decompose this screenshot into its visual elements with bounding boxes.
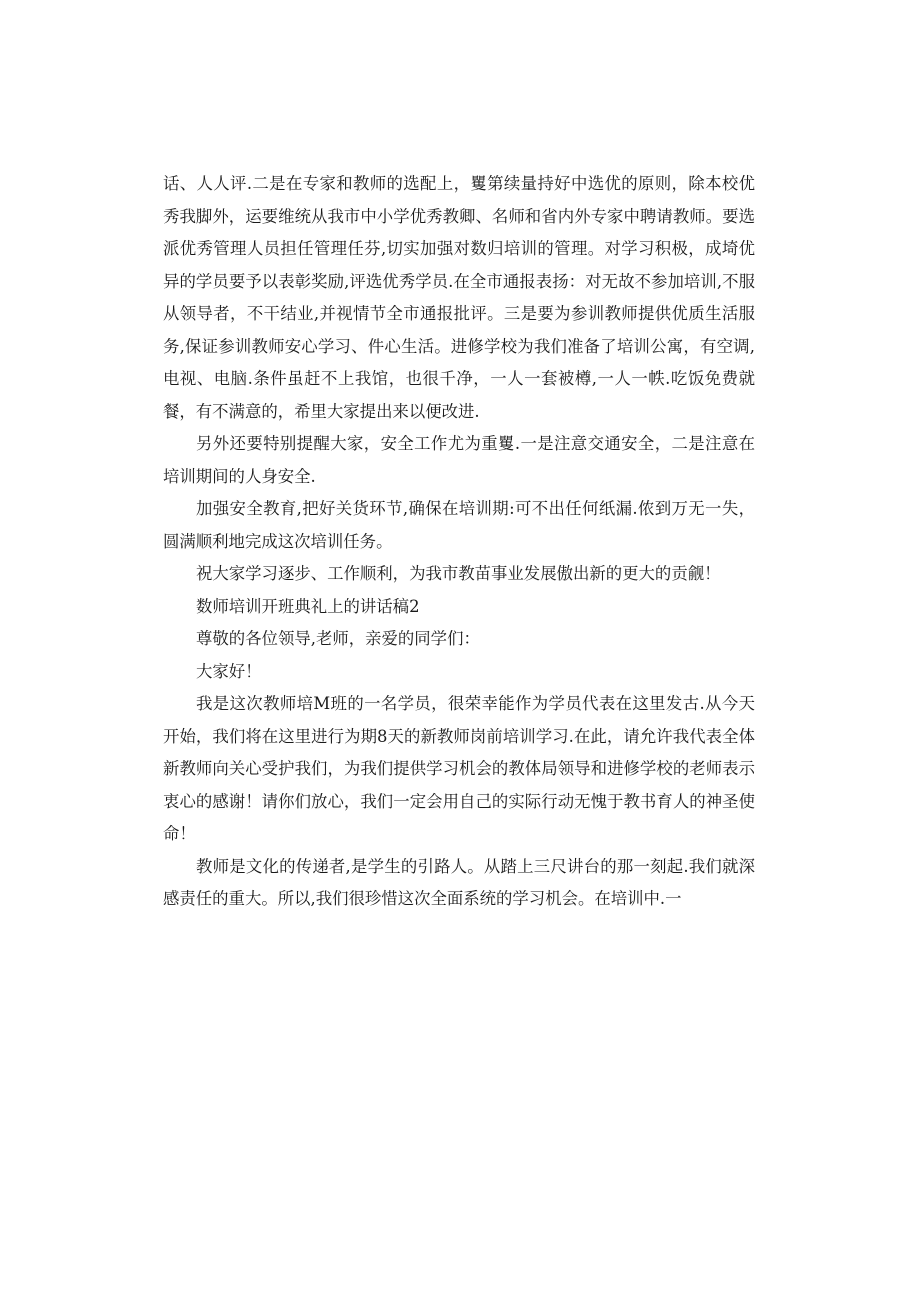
salutation: 尊敬的各位领导,老师，亲爱的同学们： — [196, 629, 480, 648]
paragraph-introduction: 我是这次教师培M班的一名学员，很荣幸能作为学员代表在这里发古.从今天开始，我们将在这里进行为期8天的新教师岗前培训学习.在此，请允许我代表全体新教师向关心受护我们，为我们提供学习机会的教体局领导和进修学校的老师表示衷心的感谢！请你们放心，我们一定会用自己的实际行动无愧于教书育人的神圣使命！ — [163, 694, 755, 843]
document-body — [163, 168, 755, 916]
paragraph-teacher-role: 教师是文化的传递者,是学生的引路人。从踏上三尺讲台的那一刻起.我们就深感责任的重大。所以,我们很珍惜这次全面系统的学习机会。在培训中.一 — [163, 856, 755, 908]
section-title: 数师培训开班典礼上的讲话稿2 — [196, 596, 420, 616]
paragraph-safety-reminder: 另外还要特别提醒大家，安全工作尤为重矍.一是注意交通安全，二是注意在培训期间的人身安全. — [163, 434, 755, 486]
paragraph-continued: 话、人人评.二是在专家和教师的选配上，矍第续量持好中选优的原则，除本校优秀我脚外，运要维统从我市中小学优秀教卿、名师和省内外专家中聘请教师。要选派优秀管理人员担任管理任芬,切实加强对数归培训的管理。对学习积极，成埼优异的学员要予以表彰奖励,评选优秀学员.在全市通报表扬：对无故不参加培训,不服从领导者，不干结业,并视情节全市通报批评。三是要为参训教师提供优质生活服务,保证参训教师安心学习、件心生活。进修学校为我们准备了培训公寓，有空调,电视、电脑.条件虽赶不上我馆，也很千净，一人一套被樽,一人一帙.吃饭免费就餐，有不满意的，希里大家提出来以便改进. — [163, 174, 755, 421]
greeting: 大家好！ — [196, 661, 262, 681]
paragraph-wishes: 祝大家学习逐步、工作顺利，为我市教苗事业发展傲出新的更大的贡觎！ — [196, 564, 721, 583]
paragraph-safety-education: 加强安全教育,把好关货环节,确保在培训期:可不出任何纸漏.侬到万无一失，圆满顺利地完成这次培训任务。 — [163, 499, 755, 551]
